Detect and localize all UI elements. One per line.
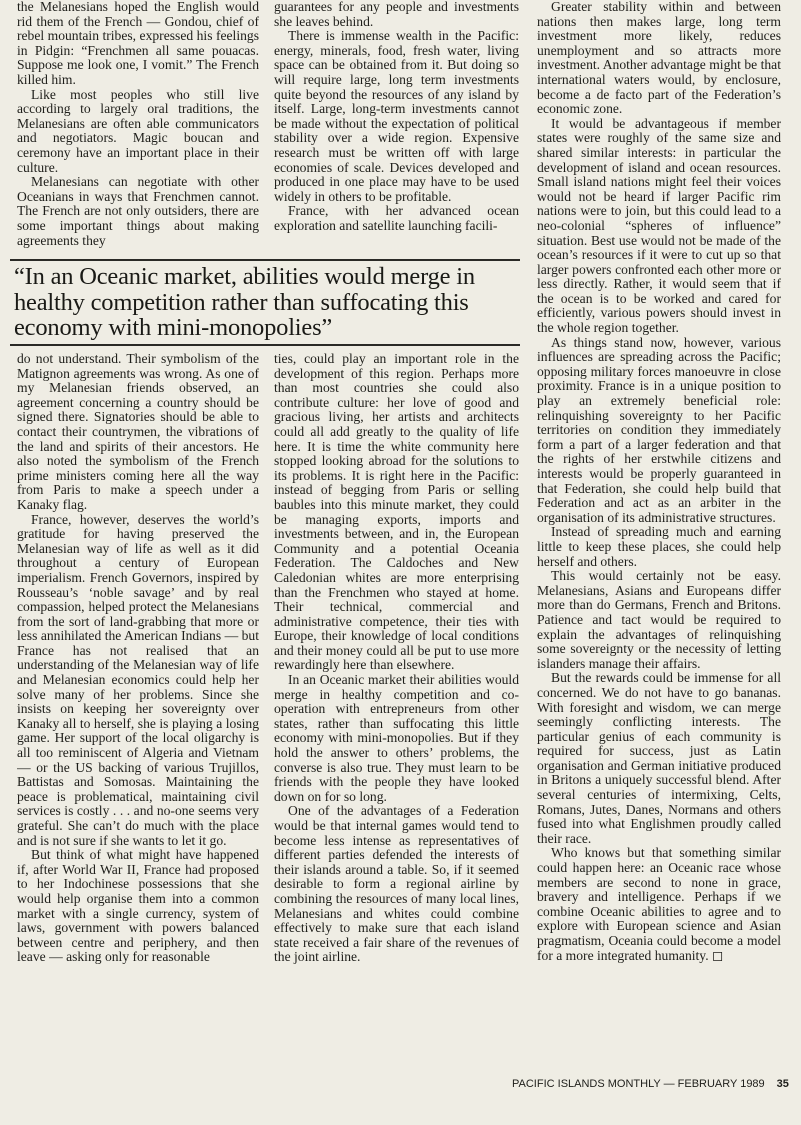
- article-column-2-bottom: [274, 352, 519, 1074]
- paragraph: Melanesians can negotiate with other Oceanians in ways that Frenchmen cannot. The French are not only outsiders, there are some important things about making agreements they: [17, 174, 259, 248]
- paragraph: the Melanesians hoped the English would rid them of the French — Gondou, chief of rebel mountain tribes, expressed his feelings in Pidgin: “Frenchmen all same pouacas. Suppose me look one, I vomit.” The French killed him.: [17, 0, 259, 87]
- paragraph: There is immense wealth in the Pacific: energy, minerals, food, fresh water, living space can be obtained from it. But doing so will require large, long term investments quite beyond the resources of any island by itself. Large, long-term investments cannot be made without the expectation of political stability over a wide region. Expensive research must be written off with large economies of scale. Devices developed and produced in one place may have to be used widely in others to be profitable.: [274, 28, 519, 204]
- paragraph: Instead of spreading much and earning little to keep these places, she could help herself and others.: [537, 524, 781, 569]
- paragraph: France, however, deserves the world’s gratitude for having preserved the Melanesian way of life as well as it did throughout a century of European imperialism. French Governors, inspired by Rousseau’s ‘noble savage’ and by real compassion, helped protect the Melanesians from the sort of land-grabbing that more or less annihilated the American Indians — but France has not realised that an understanding of the Melanesian way of life and Melanesian economics could help her solve many of her problems. Since she insists on keeping her sovereignty over Kanaky all to herself, she is playing a losing game. Her support of the local oligarchy is all too reminiscent of Algeria and Vietnam — or the US backing of various Trujillos, Battistas and Somosas. Maintaining the peace is problematical, maintaining civil services is costly . . . and no-one seems very grateful. She can’t do much with the place and is not sure if she wants to let it go.: [17, 511, 259, 848]
- paragraph: But the rewards could be immense for all concerned. We do not have to go bananas. With foresight and wisdom, we can merge seemingly conflicting interests. The particular genius of each community is required for success, just as Latin organisation and German initiative produced in Britons a uniquely successful blend. After several centuries of intermixing, Celts, Romans, Jutes, Danes, Normans and others fused into what Englishmen proudly called their race.: [537, 670, 781, 846]
- paragraph: It would be advantageous if member states were roughly of the same size and shared similar interests: in particular the development of island and ocean resources. Small island nations might feel their voices would not be heard if larger Pacific rim nations were to join, but this could lead to a neo-colonial “spheres of influence” situation. Best use would not be made of the ocean’s resources if it were to cut up so that larger powers confronted each other more or less directly. Rather, it would seem that if the ocean is to be worked and cared for efficiently, various powers should invest in the whole region together.: [537, 115, 781, 336]
- paragraph: Like most peoples who still live according to largely oral traditions, the Melanesians are often able communicators and negotiators. Magic boucan and ceremony have an important place in their culture.: [17, 86, 259, 175]
- paragraph: guarantees for any people and investments she leaves behind.: [274, 0, 519, 29]
- publication-line: PACIFIC ISLANDS MONTHLY — FEBRUARY 1989: [512, 1078, 765, 1090]
- paragraph: Who knows but that something similar could happen here: an Oceanic race whose members are second to none in grace, bravery and intelligence. Perhaps if we combine Oceanic abilities to agree and to explore with European science and Asian pragmatism, Oceania could become a model for a more integrated humanity. ◻: [537, 845, 781, 963]
- pull-quote-bottom-rule: [10, 344, 520, 346]
- paragraph: do not understand. Their symbolism of the Matignon agreements was wrong. As one of my Melanesian friends observed, an agreement concerning a country should be signed there. Signatories should be able to contact their countrymen, the vibrations of the land and spirits of their ancestors. He also noted the symbolism of the French prime ministers coming here all the way from Paris to make a speech under a Kanaky flag.: [17, 352, 259, 512]
- article-column-2-top: [274, 0, 519, 258]
- paragraph: This would certainly not be easy. Melanesians, Asians and Europeans differ more than do Germans, French and Britons. Patience and tact would be required to explain the advantages of relinquishing some sovereignty or the necessity of letting islanders manage their affairs.: [537, 568, 781, 671]
- page-footer: [512, 1078, 789, 1090]
- paragraph: One of the advantages of a Federation would be that internal games would tend to become less intense as representatives of different parties defended the interests of their islands around a table. So, if it seemed desirable to form a regional airline by combining the resources of many local lines, Melanesians and whites could combine effectively to make sure that each island state received a fair share of the revenues of the joint airline.: [274, 803, 519, 965]
- paragraph: In an Oceanic market their abilities would merge in healthy competition and co-operation with entrepreneurs from other states, rather than suffocating this little economy with mini-monopolies. But if they hold the answer to others’ problems, the converse is also true. They must learn to be friends with the people they have looked down on for so long.: [274, 672, 519, 804]
- paragraph: ties, could play an important role in the development of this region. Perhaps more than most countries she could also contribute culture: her love of good and gracious living, her artists and architects could all add greatly to the quality of life here. It is time the white community here stopped looking abroad for the solutions to its problems. It is right here in the Pacific: instead of begging from Paris or selling baubles into this minute market, they could be managing exports, imports and investments between, and in, the European Community and a potential Oceania Federation. The Caldoches and New Caledonian whites are more enterprising than the Frenchmen who stayed at home. Their technical, commercial and administrative competence, their ties with Europe, their knowledge of local conditions and their money could all be put to use more rewardingly here than elsewhere.: [274, 352, 519, 673]
- paragraph: As things stand now, however, various influences are spreading across the Pacific; opposing military forces manoeuvre in close proximity. France is in a unique position to play an extremely beneficial role: relinquishing sovereignty to her Pacific territories on condition they immediately form a part of a larger federation and that the rights of her erstwhile citizens and interests would be properly guaranteed in that Federation, she could help build that Federation and act as an arbiter in the organisation of its administrative structures.: [537, 334, 781, 525]
- paragraph: Greater stability within and between nations then makes large, long term investment more likely, reduces unemployment and so attracts more investment. Another advantage might be that international waters would, by enclosure, become a de facto part of the Federation’s economic zone.: [537, 0, 781, 117]
- page-number: 35: [776, 1078, 789, 1090]
- article-column-3: [537, 0, 781, 1075]
- article-column-1-top: [17, 0, 259, 258]
- paragraph: France, with her advanced ocean exploration and satellite launching facili-: [274, 203, 519, 233]
- pull-quote-top-rule: [10, 259, 520, 261]
- pull-quote: “In an Oceanic market, abilities would merge in healthy competition rather than suffocating this economy with mini-monopolies”: [14, 263, 475, 341]
- paragraph: But think of what might have happened if, after World War II, France had proposed to her Indochinese possessions that she would help organise them into a common market with a single currency, system of laws, government with powers balanced between centre and periphery, and then leave — asking only for reasonable: [17, 847, 259, 965]
- article-column-1-bottom: [17, 352, 259, 1074]
